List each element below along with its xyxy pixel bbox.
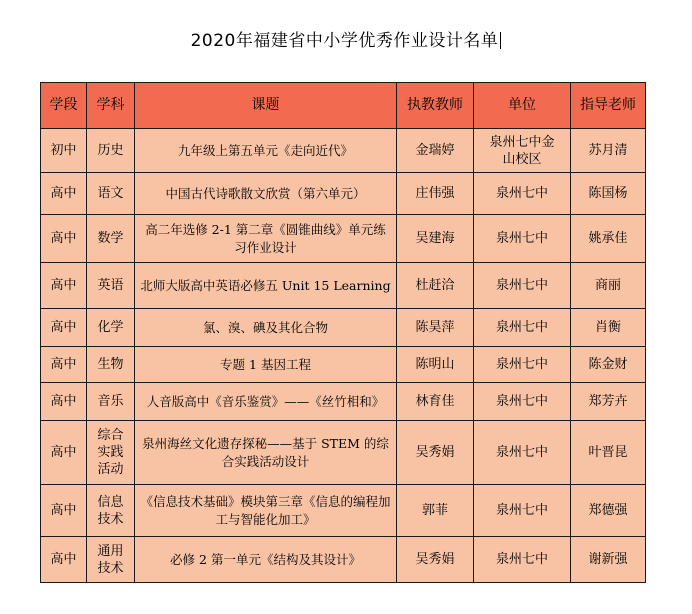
table-row: [41, 485, 646, 537]
header-unit: 单位: [474, 83, 571, 129]
page-title: 2020年福建省中小学优秀作业设计名单: [0, 26, 692, 51]
cell-teacher: 陈昊萍: [397, 309, 474, 347]
cell-advisor: 陈国杨: [571, 173, 646, 215]
cell-unit: 泉州七中: [474, 537, 571, 583]
cell-unit: 泉州七中: [474, 215, 571, 263]
cell-stage: 高中: [41, 421, 87, 485]
cell-stage: 高中: [41, 263, 87, 309]
cell-unit: 泉州七中金山校区: [474, 129, 571, 173]
table-row: [41, 309, 646, 347]
cell-teacher: 庄伟强: [397, 173, 474, 215]
cell-advisor: 郑德强: [571, 485, 646, 537]
cell-stage: 高中: [41, 485, 87, 537]
cell-unit: 泉州七中: [474, 173, 571, 215]
cell-subject: 数学: [87, 215, 135, 263]
cell-stage: 高中: [41, 309, 87, 347]
cell-subject: 综合实践活动: [87, 421, 135, 485]
cell-teacher: 郭菲: [397, 485, 474, 537]
cell-subject: 通用技术: [87, 537, 135, 583]
cell-subject: 语文: [87, 173, 135, 215]
cell-teacher: 吴秀娟: [397, 421, 474, 485]
table-row: [41, 347, 646, 383]
cell-teacher: 陈明山: [397, 347, 474, 383]
text-cursor: [500, 32, 501, 49]
table-row: [41, 263, 646, 309]
cell-advisor: 姚承佳: [571, 215, 646, 263]
cell-unit: 泉州七中: [474, 347, 571, 383]
header-teacher: 执教教师: [397, 83, 474, 129]
cell-topic: 氯、溴、碘及其化合物: [135, 309, 397, 347]
cell-teacher: 吴建海: [397, 215, 474, 263]
cell-stage: 高中: [41, 383, 87, 421]
cell-subject: 信息技术: [87, 485, 135, 537]
cell-stage: 初中: [41, 129, 87, 173]
cell-unit: 泉州七中: [474, 383, 571, 421]
table-row: [41, 383, 646, 421]
header-advisor: 指导老师: [571, 83, 646, 129]
table-row: [41, 421, 646, 485]
cell-topic: 人音版高中《音乐鉴赏》——《丝竹相和》: [135, 383, 397, 421]
cell-subject: 生物: [87, 347, 135, 383]
cell-unit: 泉州七中: [474, 309, 571, 347]
cell-subject: 音乐: [87, 383, 135, 421]
table-row: [41, 129, 646, 173]
cell-advisor: 商丽: [571, 263, 646, 309]
cell-teacher: 金瑞婷: [397, 129, 474, 173]
award-list-table: [40, 82, 646, 583]
cell-subject: 化学: [87, 309, 135, 347]
cell-advisor: 郑芳卉: [571, 383, 646, 421]
cell-topic: 泉州海丝文化遗存探秘——基于 STEM 的综合实践活动设计: [135, 421, 397, 485]
cell-teacher: 林育佳: [397, 383, 474, 421]
cell-topic: 北师大版高中英语必修五 Unit 15 Learning: [135, 263, 397, 309]
cell-topic: 《信息技术基础》模块第三章《信息的编程加工与智能化加工》: [135, 485, 397, 537]
header-stage: 学段: [41, 83, 87, 129]
cell-stage: 高中: [41, 173, 87, 215]
cell-unit: 泉州七中: [474, 263, 571, 309]
cell-stage: 高中: [41, 537, 87, 583]
cell-stage: 高中: [41, 347, 87, 383]
table-header-row: [41, 83, 646, 129]
cell-unit: 泉州七中: [474, 421, 571, 485]
cell-advisor: 陈金财: [571, 347, 646, 383]
cell-advisor: 谢新强: [571, 537, 646, 583]
table-row: [41, 173, 646, 215]
cell-topic: 九年级上第五单元《走向近代》: [135, 129, 397, 173]
cell-stage: 高中: [41, 215, 87, 263]
cell-topic: 中国古代诗歌散文欣赏（第六单元）: [135, 173, 397, 215]
cell-subject: 英语: [87, 263, 135, 309]
header-subject: 学科: [87, 83, 135, 129]
cell-topic: 必修 2 第一单元《结构及其设计》: [135, 537, 397, 583]
cell-advisor: 苏月清: [571, 129, 646, 173]
table-row: [41, 537, 646, 583]
cell-topic: 专题 1 基因工程: [135, 347, 397, 383]
cell-subject: 历史: [87, 129, 135, 173]
cell-unit: 泉州七中: [474, 485, 571, 537]
cell-topic: 高二年选修 2-1 第二章《圆锥曲线》单元练习作业设计: [135, 215, 397, 263]
table-row: [41, 215, 646, 263]
cell-advisor: 叶晋昆: [571, 421, 646, 485]
cell-teacher: 吴秀娟: [397, 537, 474, 583]
header-topic: 课题: [135, 83, 397, 129]
cell-teacher: 杜赶洽: [397, 263, 474, 309]
cell-advisor: 肖衡: [571, 309, 646, 347]
